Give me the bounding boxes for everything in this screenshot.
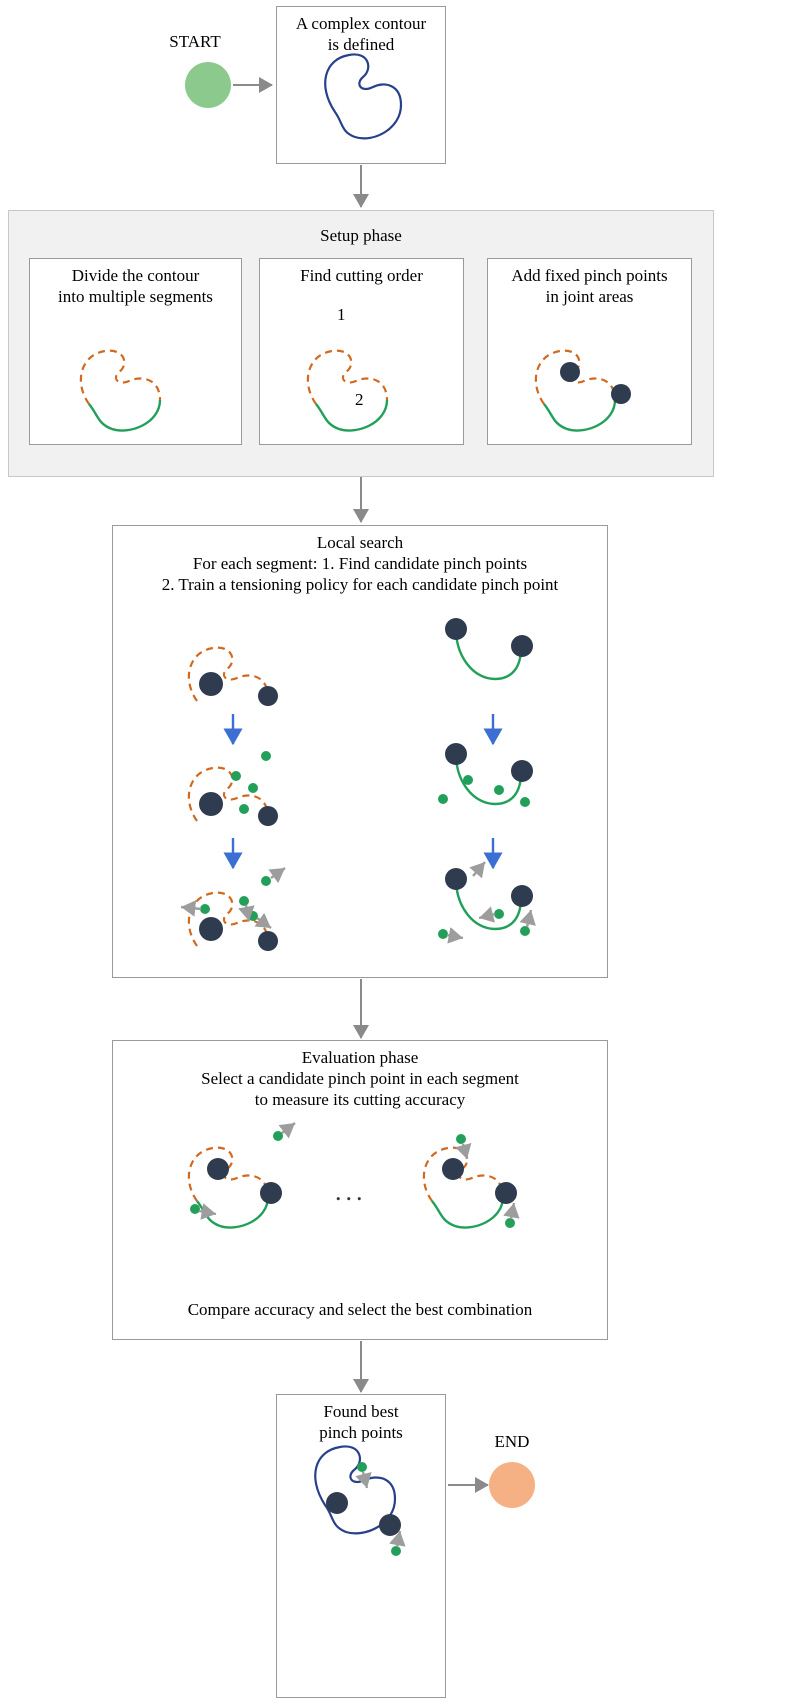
setup-step1-label-line2: into multiple segments xyxy=(58,287,213,306)
end-label: END xyxy=(494,1432,530,1451)
setup-step3-thumb xyxy=(488,259,693,446)
evaluation-label-line3: to measure its cutting accuracy xyxy=(254,1090,466,1109)
evaluation-label-line1: Evaluation phase xyxy=(301,1048,419,1067)
contour-thumb xyxy=(277,7,447,165)
setup-step1-label-line1: Divide the contour xyxy=(71,266,200,285)
found-best-thumb xyxy=(277,1395,447,1699)
local-search-thumbs xyxy=(113,526,609,979)
evaluation-phase-box xyxy=(112,1040,608,1340)
setup-step-order-box xyxy=(259,258,464,445)
setup-step-fixed-pinch-box xyxy=(487,258,692,445)
end-circle xyxy=(489,1462,535,1508)
setup-phase-title: Setup phase xyxy=(320,226,402,245)
contour-box-label-line2: is defined xyxy=(327,35,395,54)
contour-defined-box xyxy=(276,6,446,164)
setup-step3-label-line2: in joint areas xyxy=(545,287,634,306)
setup-step2-order-2: 2 xyxy=(355,390,364,409)
local-search-label-line3: 2. Train a tensioning policy for each candidate pinch point xyxy=(161,575,559,594)
setup-step2-label: Find cutting order xyxy=(300,266,423,285)
contour-box-label-line1: A complex contour xyxy=(295,14,427,33)
found-best-label-line2: pinch points xyxy=(319,1423,403,1442)
setup-step3-label-line1: Add fixed pinch points xyxy=(511,266,668,285)
evaluation-ellipsis: ... xyxy=(335,1177,367,1206)
found-best-box xyxy=(276,1394,446,1698)
setup-step-divide-box xyxy=(29,258,242,445)
found-best-label-line1: Found best xyxy=(323,1402,399,1421)
local-search-box xyxy=(112,525,608,978)
evaluation-label-line2: Select a candidate pinch point in each segment xyxy=(201,1069,519,1088)
setup-step2-order-1: 1 xyxy=(337,305,346,324)
start-circle xyxy=(185,62,231,108)
local-search-label-line1: Local search xyxy=(316,533,404,552)
local-search-label-line2: For each segment: 1. Find candidate pinch points xyxy=(192,554,528,573)
setup-step1-thumb xyxy=(30,259,243,446)
setup-step2-thumb xyxy=(260,259,465,446)
evaluation-footer-label: Compare accuracy and select the best combination xyxy=(187,1300,533,1319)
start-label: START xyxy=(169,32,221,51)
